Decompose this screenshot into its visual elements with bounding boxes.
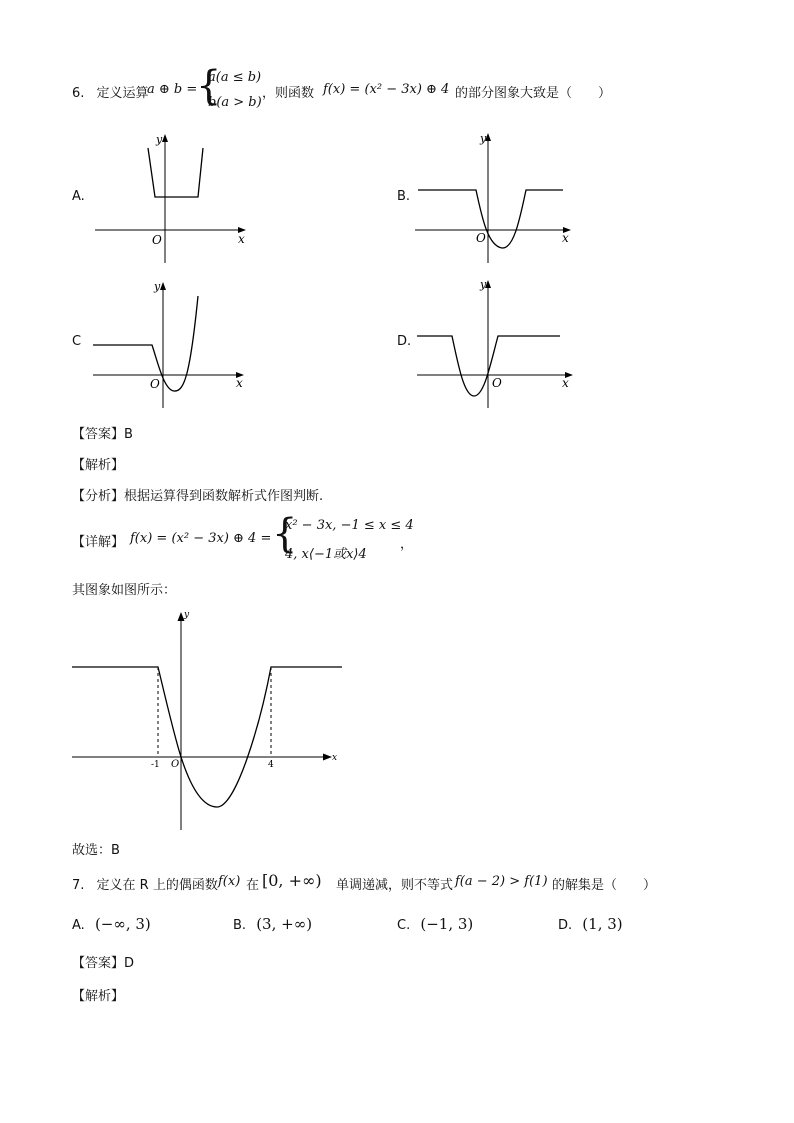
option-b-y-label: y <box>480 132 487 145</box>
answer-6 <box>72 423 133 442</box>
detail-brace: { <box>272 511 298 557</box>
fenxi-label: 【分析】 <box>72 489 125 504</box>
q6-stem <box>72 82 149 101</box>
analysis-6-label: 【解析】 <box>72 458 125 473</box>
q7-option-d-label: D. <box>558 918 573 933</box>
detail-comma: ， <box>400 537 414 552</box>
detail-lhs: f(x) = (x² − 3x) ⊕ 4 = <box>130 531 272 546</box>
option-c-label: C <box>72 334 82 349</box>
option-a-origin: O <box>152 233 162 247</box>
q6-lead: 定义运算 <box>96 86 149 101</box>
option-c-origin: O <box>150 377 160 391</box>
q6-op-lhs: a ⊕ b = <box>147 82 198 97</box>
q7-option-a <box>72 915 151 933</box>
final-x-label: x <box>332 753 338 763</box>
option-d-y-label: y <box>480 278 487 291</box>
analysis-7-label: 【解析】 <box>72 989 125 1004</box>
option-d-label: D. <box>397 334 412 349</box>
q7-interval: [0, +∞) <box>262 871 322 890</box>
q7-lead: 定义在 R 上的偶函数 <box>96 878 218 893</box>
q6-mid: ，则函数 <box>262 86 315 101</box>
q7-option-c <box>397 915 473 933</box>
answer-6-value: B <box>124 427 133 442</box>
option-b-x-label: x <box>562 231 569 245</box>
tick-neg1: -1 <box>151 760 160 770</box>
q7-tail: 的解集是（ ） <box>552 878 657 893</box>
q7-option-d <box>558 915 623 933</box>
q6-case1: a(a ≤ b) <box>208 70 262 85</box>
tick-4: 4 <box>268 760 274 770</box>
q7-option-d-value: (1, 3) <box>582 915 623 933</box>
option-a-y-label: y <box>156 133 163 146</box>
option-b-label: B. <box>397 189 411 204</box>
q7-option-b-value: (3, +∞) <box>256 915 313 933</box>
q7-option-a-value: (−∞, 3) <box>94 915 151 933</box>
q6-brace: { <box>196 63 222 109</box>
answer-6-label: 【答案】 <box>72 427 125 442</box>
fenxi-text: 根据运算得到函数解析式作图判断. <box>124 489 324 504</box>
option-d-graph <box>412 276 582 410</box>
option-d-origin: O <box>492 376 502 390</box>
option-b-origin: O <box>476 231 486 245</box>
final-graph <box>70 605 345 832</box>
q7-ineq: f(a − 2) > f(1) <box>455 874 548 889</box>
option-d-x-label: x <box>562 376 569 390</box>
option-c-graph <box>90 278 260 410</box>
option-a-x-label: x <box>238 232 245 246</box>
q7-option-c-label: C. <box>397 918 411 933</box>
final-y-label: y <box>184 610 190 620</box>
q7-option-b <box>233 915 312 933</box>
final-origin: O <box>171 759 180 770</box>
option-a-graph <box>90 130 260 265</box>
q6-func: f(x) = (x² − 3x) ⊕ 4 <box>323 82 450 97</box>
detail-case1: x² − 3x, −1 ≤ x ≤ 4 <box>285 518 414 533</box>
answer-7-value: D <box>124 956 135 971</box>
q6-tail: 的部分图象大致是（ ） <box>455 86 612 101</box>
q7-option-a-label: A. <box>72 918 85 933</box>
graph-caption: 其图象如图所示： <box>72 583 177 598</box>
q7-option-b-label: B. <box>233 918 247 933</box>
q7-option-c-value: (−1, 3) <box>420 915 474 933</box>
q7-fx: f(x) <box>218 874 241 889</box>
detail-case2: 4, x⟨−1或x⟩4 <box>285 547 367 562</box>
q6-number: 6. <box>72 86 85 101</box>
answer-7 <box>72 952 134 971</box>
q6-case2: b(a > b) <box>208 95 262 110</box>
option-c-y-label: y <box>154 280 161 293</box>
q7-number: 7. <box>72 878 85 893</box>
q7-stem <box>72 874 218 893</box>
detail-label: 【详解】 <box>72 535 125 550</box>
fenxi <box>72 485 323 504</box>
answer-7-label: 【答案】 <box>72 956 125 971</box>
q7-dec: 单调递减，则不等式 <box>336 878 454 893</box>
choose-6: 故选：B <box>72 843 120 858</box>
q7-in: 在 <box>246 878 260 893</box>
option-c-x-label: x <box>236 376 243 390</box>
option-b-graph <box>410 128 580 265</box>
option-a-label: A. <box>72 189 85 204</box>
